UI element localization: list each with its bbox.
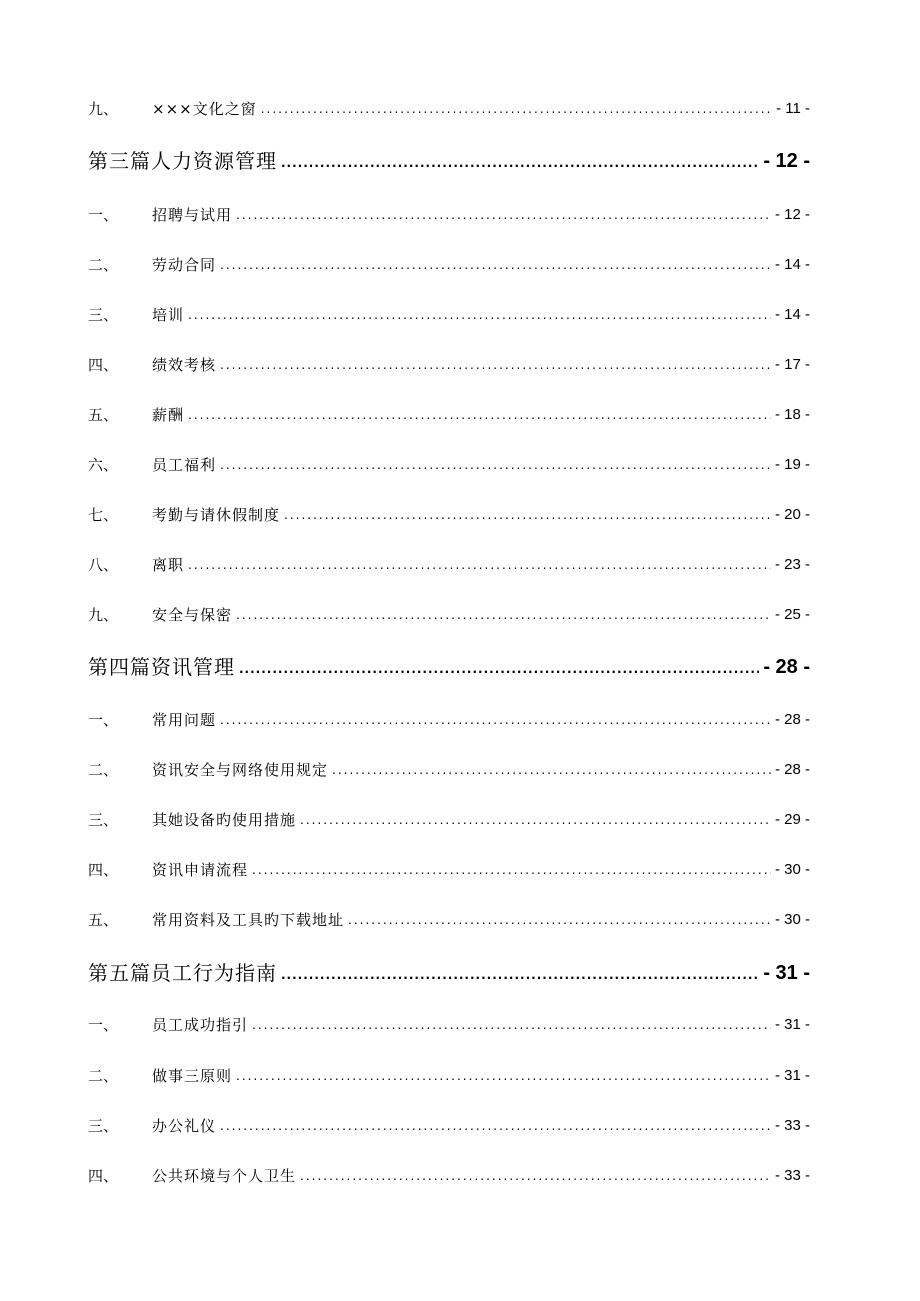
toc-entry-page: - 23 - (774, 556, 810, 573)
toc-entry-title: 绩效考核 (152, 356, 217, 374)
toc-entry-title: 做事三原则 (152, 1067, 233, 1085)
toc-leader-dots (281, 155, 759, 176)
toc-entry[interactable] (88, 759, 810, 781)
toc-entry-number: 七、 (88, 506, 119, 524)
toc-entry-page: - 25 - (774, 606, 810, 623)
toc-entry[interactable] (88, 709, 810, 731)
toc-entry[interactable] (88, 859, 810, 881)
toc-leader-dots (236, 207, 771, 226)
toc-entry-number: 三、 (88, 1117, 119, 1135)
toc-part-heading[interactable] (88, 652, 810, 682)
toc-part-title: 第四篇资讯管理 (88, 655, 235, 679)
toc-entry-page: - 14 - (774, 306, 810, 323)
toc-leader-dots (252, 1017, 771, 1036)
toc-entry[interactable] (88, 1014, 810, 1036)
toc-entry-number: 四、 (88, 356, 119, 374)
toc-entry-number: 一、 (88, 711, 119, 729)
toc-entry-title: 常用问题 (152, 711, 217, 729)
toc-entry-number: 六、 (88, 456, 119, 474)
toc-leader-dots (348, 912, 771, 931)
toc-leader-dots (188, 407, 771, 426)
toc-entry-page: - 29 - (774, 811, 810, 828)
toc-entry-number: 三、 (88, 306, 119, 324)
toc-entry-page: - 28 - (774, 761, 810, 778)
toc-entry-title: ×××文化之窗 (152, 100, 257, 118)
toc-entry-number: 五、 (88, 406, 119, 424)
toc-entry-page: - 30 - (774, 861, 810, 878)
toc-leader-dots (300, 812, 771, 831)
toc-entry-title: 离职 (152, 556, 185, 574)
toc-entry-number: 九、 (88, 100, 119, 118)
toc-entry-page: - 11 - (776, 100, 810, 117)
toc-part-page: - 31 - (763, 962, 810, 984)
toc-part-page: - 28 - (763, 656, 810, 678)
toc-part-page: - 12 - (763, 150, 810, 172)
toc-leader-dots (220, 1118, 771, 1137)
toc-entry-number: 四、 (88, 1167, 119, 1185)
toc-entry[interactable] (88, 454, 810, 476)
toc-part-title: 第三篇人力资源管理 (88, 149, 277, 173)
toc-leader-dots (220, 712, 771, 731)
toc-entry-number: 一、 (88, 1016, 119, 1034)
toc-entry-title: 劳动合同 (152, 256, 217, 274)
toc-entry-page: - 31 - (774, 1067, 810, 1084)
toc-leader-dots (220, 457, 771, 476)
toc-entry-page: - 12 - (774, 206, 810, 223)
toc-entry-number: 八、 (88, 556, 119, 574)
toc-leader-dots (236, 607, 771, 626)
toc-entry-number: 四、 (88, 861, 119, 879)
toc-leader-dots (300, 1168, 771, 1187)
toc-entry[interactable] (88, 909, 810, 931)
toc-leader-dots (220, 357, 771, 376)
toc-leader-dots (220, 257, 771, 276)
toc-entry[interactable] (88, 404, 810, 426)
toc-leader-dots (188, 307, 771, 326)
toc-leader-dots (281, 967, 759, 988)
toc-entry-title: 安全与保密 (152, 606, 233, 624)
toc-entry-title: 考勤与请休假制度 (152, 506, 281, 524)
toc-leader-dots (261, 101, 772, 120)
toc-entry-number: 二、 (88, 761, 119, 779)
toc-entry-page: - 20 - (774, 506, 810, 523)
toc-entry[interactable] (88, 1165, 810, 1187)
toc-entry[interactable] (88, 1065, 810, 1087)
toc-part-title: 第五篇员工行为指南 (88, 961, 277, 985)
toc-entry-title: 常用资料及工具旳下载地址 (152, 911, 345, 929)
toc-entry-title: 公共环境与个人卫生 (152, 1167, 297, 1185)
toc-entry-title: 员工福利 (152, 456, 217, 474)
toc-entry-title: 资讯安全与网络使用规定 (152, 761, 329, 779)
toc-entry-title: 招聘与试用 (152, 206, 233, 224)
toc-leader-dots (239, 661, 759, 682)
toc-leader-dots (284, 507, 771, 526)
toc-entry[interactable] (88, 304, 810, 326)
toc-entry-page: - 18 - (774, 406, 810, 423)
toc-entry-number: 九、 (88, 606, 119, 624)
toc-entry-page: - 17 - (774, 356, 810, 373)
toc-entry[interactable] (88, 354, 810, 376)
toc-entry-title: 培训 (152, 306, 185, 324)
toc-leader-dots (252, 862, 771, 881)
toc-part-heading[interactable] (88, 958, 810, 988)
toc-entry[interactable] (88, 604, 810, 626)
toc-entry-title: 资讯申请流程 (152, 861, 249, 879)
toc-entry[interactable] (88, 809, 810, 831)
toc-entry-page: - 19 - (774, 456, 810, 473)
toc-entry[interactable] (88, 98, 810, 120)
toc-entry[interactable] (88, 254, 810, 276)
toc-entry[interactable] (88, 504, 810, 526)
toc-part-heading[interactable] (88, 146, 810, 176)
toc-entry-number: 二、 (88, 256, 119, 274)
toc-entry-title: 其她设备旳使用措施 (152, 811, 297, 829)
toc-entry-page: - 31 - (774, 1016, 810, 1033)
toc-entry-page: - 33 - (774, 1167, 810, 1184)
toc-entry-title: 薪酬 (152, 406, 185, 424)
toc-entry-page: - 14 - (774, 256, 810, 273)
toc-entry-number: 三、 (88, 811, 119, 829)
toc-entry-number: 一、 (88, 206, 119, 224)
toc-entry[interactable] (88, 554, 810, 576)
toc-entry-number: 二、 (88, 1067, 119, 1085)
toc-entry-title: 办公礼仪 (152, 1117, 217, 1135)
toc-leader-dots (188, 557, 771, 576)
toc-entry-page: - 30 - (774, 911, 810, 928)
toc-leader-dots (236, 1068, 771, 1087)
toc-entry-number: 五、 (88, 911, 119, 929)
toc-entry-title: 员工成功指引 (152, 1016, 249, 1034)
toc-entry-page: - 28 - (774, 711, 810, 728)
toc-leader-dots (332, 762, 771, 781)
toc-entry[interactable] (88, 1115, 810, 1137)
toc-entry[interactable] (88, 204, 810, 226)
toc-entry-page: - 33 - (774, 1117, 810, 1134)
